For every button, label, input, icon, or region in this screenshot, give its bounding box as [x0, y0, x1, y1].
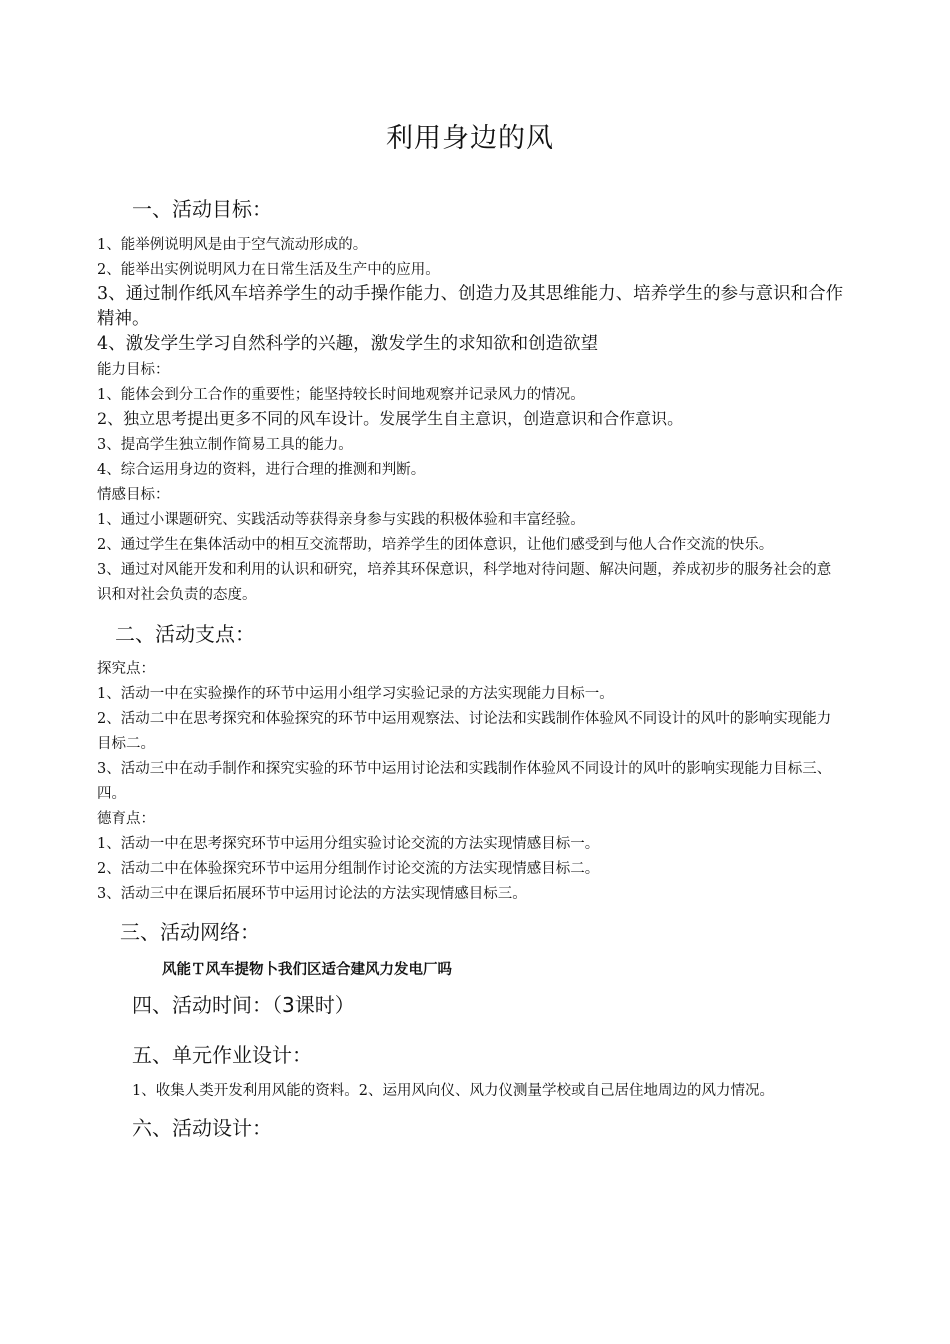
ability-label: 能力目标：	[97, 362, 170, 378]
goal-item-1: 1、能举例说明风是由于空气流动形成的。	[97, 237, 368, 253]
emotion-label: 情感目标：	[97, 487, 170, 503]
explore-label: 探究点：	[97, 661, 155, 677]
moral-item-3: 3、活动三中在课后拓展环节中运用讨论法的方法实现情感目标三。	[97, 886, 527, 902]
section4-heading: 四、活动时间：（3课时）	[132, 993, 355, 1017]
emotion-item-1: 1、通过小课题研究、实践活动等获得亲身参与实践的积极体验和丰富经验。	[97, 512, 585, 528]
goal-item-4: 4、激发学生学习自然科学的兴趣，激发学生的求知欲和创造欲望	[97, 334, 599, 354]
moral-label: 德育点：	[97, 811, 155, 827]
ability-item-2: 2、独立思考提出更多不同的风车设计。发展学生自主意识，创造意识和合作意识。	[97, 409, 684, 428]
section1-heading: 一、活动目标：	[132, 197, 272, 221]
explore-item-3: 3、活动三中在动手制作和探究实验的环节中运用讨论法和实践制作体验风不同设计的风叶的影响实现能力目标三、四。	[97, 761, 832, 802]
homework-text: 1、收集人类开发利用风能的资料。2、运用风向仪、风力仪测量学校或自己居住地周边的风力情况。	[132, 1083, 774, 1099]
explore-item-2: 2、活动二中在思考探究和体验探究的环节中运用观察法、讨论法和实践制作体验风不同设计的风叶的影响实现能力目标二。	[97, 711, 832, 752]
moral-item-2: 2、活动二中在体验探究环节中运用分组制作讨论交流的方法实现情感目标二。	[97, 861, 600, 877]
activity-network-text: 风能Ｔ风车提物卜我们区适合建风力发电厂吗	[162, 962, 452, 978]
ability-item-1: 1、能体会到分工合作的重要性；能坚持较长时间地观察并记录风力的情况。	[97, 387, 585, 403]
emotion-item-2: 2、通过学生在集体活动中的相互交流帮助，培养学生的团体意识，让他们感受到与他人合作交流的快乐。	[97, 537, 774, 553]
explore-item-1: 1、活动一中在实验操作的环节中运用小组学习实验记录的方法实现能力目标一。	[97, 686, 614, 702]
ability-item-3: 3、提高学生独立制作简易工具的能力。	[97, 437, 353, 453]
section5-heading: 五、单元作业设计：	[132, 1043, 312, 1067]
ability-item-4: 4、综合运用身边的资料，进行合理的推测和判断。	[97, 462, 426, 478]
goal-item-3: 3、通过制作纸风车培养学生的动手操作能力、创造力及其思维能力、培养学生的参与意识和合作精神。	[97, 284, 844, 329]
moral-item-1: 1、活动一中在思考探究环节中运用分组实验讨论交流的方法实现情感目标一。	[97, 836, 600, 852]
section3-heading: 三、活动网络：	[120, 920, 260, 944]
emotion-item-3: 3、通过对风能开发和利用的认识和研究，培养其环保意识，科学地对待问题、解决问题，养成初步的服务社会的意识和对社会负责的态度。	[97, 562, 832, 603]
section2-heading: 二、活动支点：	[115, 622, 255, 646]
section6-heading: 六、活动设计：	[132, 1116, 272, 1140]
document-title: 利用身边的风	[386, 123, 554, 154]
goal-item-2: 2、能举出实例说明风力在日常生活及生产中的应用。	[97, 262, 440, 278]
